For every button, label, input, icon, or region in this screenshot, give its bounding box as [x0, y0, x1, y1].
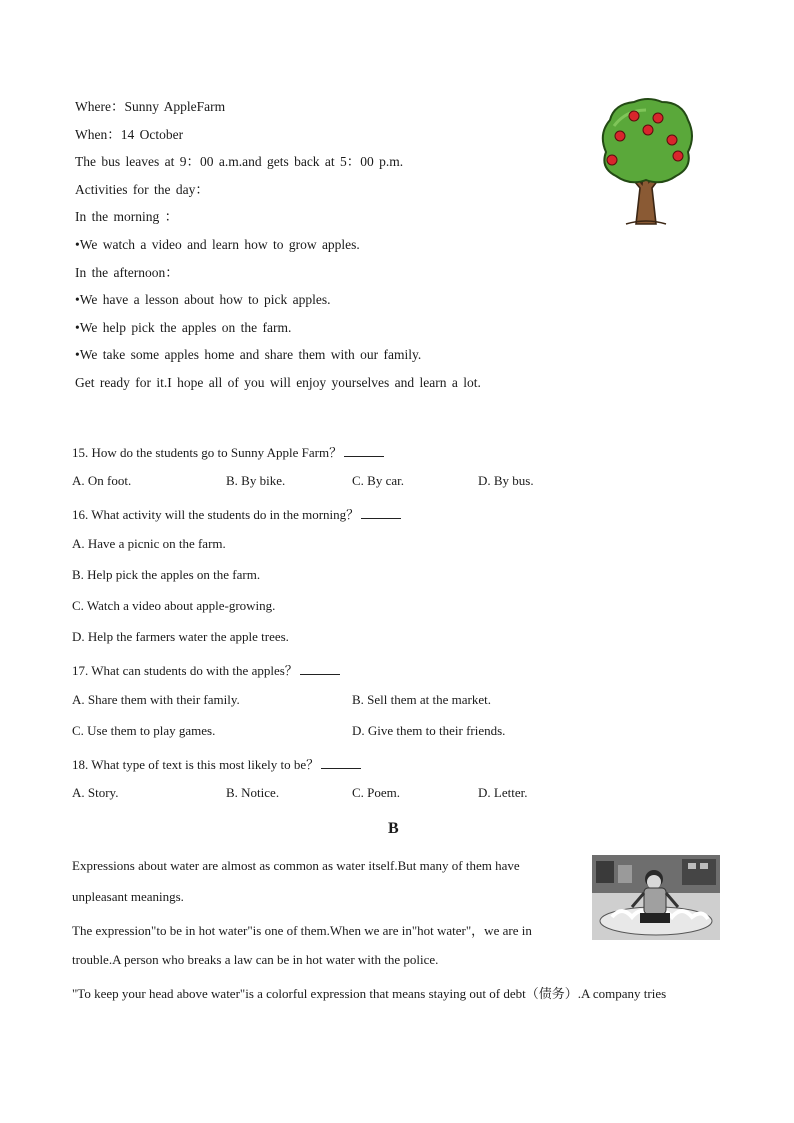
- option-17-b[interactable]: B. Sell them at the market.: [352, 692, 491, 707]
- answer-blank-15[interactable]: [344, 444, 384, 457]
- option-17-d[interactable]: D. Give them to their friends.: [352, 723, 506, 738]
- passage-b-line-3: The expression"to be in hot water"is one of them.When we are in"hot water"，we are in: [72, 923, 532, 938]
- passage-b-line-2: unpleasant meanings.: [72, 889, 184, 904]
- notice-afternoon: In the afternoon：: [75, 264, 179, 280]
- option-16-a[interactable]: A. Have a picnic on the farm.: [72, 536, 226, 551]
- apple-tree-image: [596, 96, 694, 228]
- notice-morning-item: •We watch a video and learn how to grow apples.: [75, 236, 360, 252]
- question-15-stem: 15. How do the students go to Sunny Apple Farm？: [72, 445, 343, 460]
- notice-where: Where：Sunny AppleFarm: [75, 99, 226, 114]
- notice-afternoon-item-1: •We have a lesson about how to pick apples.: [75, 292, 331, 308]
- notice-afternoon-item-3: •We take some apples home and share them with our family.: [75, 347, 422, 363]
- answer-blank-16[interactable]: [361, 506, 401, 519]
- option-18-c[interactable]: C. Poem.: [352, 785, 401, 800]
- passage-b-line-1: Expressions about water are almost as common as water itself.But many of them have: [72, 858, 520, 873]
- option-16-d[interactable]: D. Help the farmers water the apple trees.: [72, 629, 289, 644]
- option-15-c[interactable]: C. By car.: [352, 473, 404, 488]
- hot-water-photo: [592, 855, 720, 940]
- question-16: [72, 504, 401, 523]
- section-b-heading: B: [388, 820, 399, 837]
- question-17: [72, 660, 340, 679]
- answer-blank-18[interactable]: [321, 756, 361, 769]
- question-18: [72, 754, 361, 773]
- passage-b-line-5: "To keep your head above water"is a colorful expression that means staying out of debt（债务）.A company tries: [72, 986, 667, 1001]
- question-16-stem: 16. What activity will the students do in the morning？: [72, 507, 360, 522]
- notice-closing: Get ready for it.I hope all of you will enjoy yourselves and learn a lot.: [75, 374, 481, 390]
- notice-when: When：14 October: [75, 126, 184, 142]
- option-17-a[interactable]: A. Share them with their family.: [72, 692, 240, 707]
- question-17-stem: 17. What can students do with the apples？: [72, 663, 298, 678]
- option-15-d[interactable]: D. By bus.: [478, 473, 534, 488]
- answer-blank-17[interactable]: [300, 662, 340, 675]
- notice-text: [75, 96, 595, 400]
- option-15-a[interactable]: A. On foot.: [72, 473, 132, 488]
- option-18-b[interactable]: B. Notice.: [226, 785, 280, 800]
- notice-bus: The bus leaves at 9：00 a.m.and gets back at 5：00 p.m.: [75, 154, 404, 170]
- option-18-d[interactable]: D. Letter.: [478, 785, 528, 800]
- option-15-b[interactable]: B. By bike.: [226, 473, 286, 488]
- passage-b-line-4: trouble.A person who breaks a law can be in hot water with the police.: [72, 952, 439, 967]
- question-18-stem: 18. What type of text is this most likely to be？: [72, 757, 320, 772]
- notice-activities: Activities for the day：: [75, 181, 209, 197]
- notice-afternoon-item-2: •We help pick the apples on the farm.: [75, 319, 292, 335]
- option-17-c[interactable]: C. Use them to play games.: [72, 723, 216, 738]
- notice-morning: In the morning ：: [75, 209, 179, 225]
- question-15: [72, 442, 384, 461]
- option-16-c[interactable]: C. Watch a video about apple-growing.: [72, 598, 276, 613]
- option-16-b[interactable]: B. Help pick the apples on the farm.: [72, 567, 261, 582]
- option-18-a[interactable]: A. Story.: [72, 785, 119, 800]
